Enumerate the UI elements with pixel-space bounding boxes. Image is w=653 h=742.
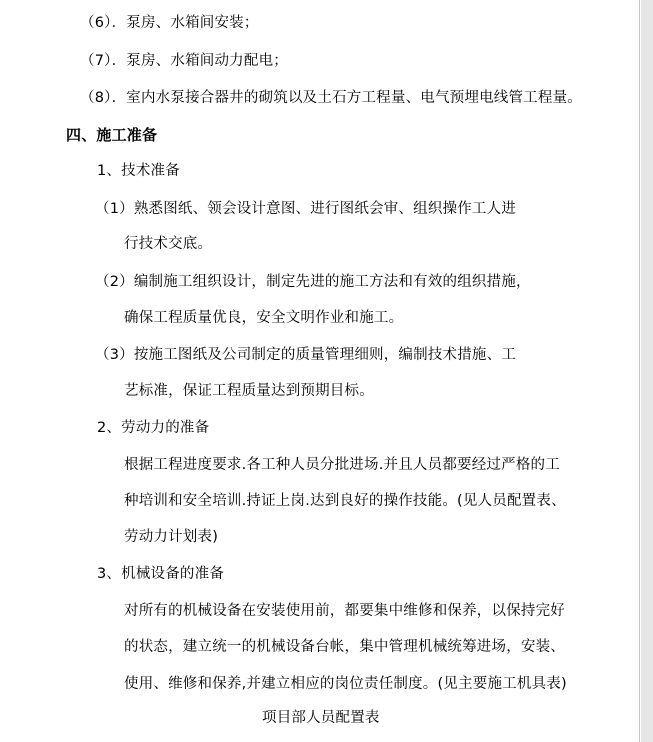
paragraph-line: 确保工程质量优良，安全文明作业和施工。: [124, 310, 404, 326]
list-item-8: （8）．室内水泵接合器井的砌筑以及土石方工程量、电气预埋电线管工程量。: [80, 90, 582, 106]
paragraph-line: 行技术交底。: [124, 236, 213, 252]
subheading-labor-prep: 2、劳动力的准备: [97, 420, 210, 436]
table-caption: 项目部人员配置表: [262, 710, 380, 726]
paragraph-line: 劳动力计划表): [124, 529, 219, 545]
page-edge: [639, 0, 640, 742]
list-item-6: （6）．泵房、水箱间安装；: [80, 15, 259, 31]
subheading-equipment-prep: 3、机械设备的准备: [97, 566, 225, 582]
paragraph-line: 种培训和安全培训.持证上岗.达到良好的操作技能。(见人员配置表、: [124, 493, 566, 509]
paragraph-line: （3）按施工图纸及公司制定的质量管理细则，编制技术措施、工: [95, 347, 517, 363]
paragraph-line: 对所有的机械设备在安装使用前，都要集中维修和保养，以保持完好: [124, 603, 565, 619]
paragraph-line: 的状态，建立统一的机械设备台帐，集中管理机械统筹进场，安装、: [124, 639, 565, 655]
page-shadow: [641, 0, 653, 742]
paragraph-line: 艺标准，保证工程质量达到预期目标。: [124, 383, 374, 399]
section-heading-construction-prep: 四、施工准备: [66, 126, 158, 144]
paragraph-line: 根据工程进度要求.各工种人员分批进场.并且人员都要经过严格的工: [124, 457, 560, 473]
paragraph-line: 使用、维修和保养,并建立相应的岗位责任制度。(见主要施工机具表): [124, 676, 567, 692]
paragraph-line: （2）编制施工组织设计，制定先进的施工方法和有效的组织措施，: [95, 274, 531, 290]
paragraph-line: （1）熟悉图纸、领会设计意图、进行图纸会审、组织操作工人进: [95, 201, 517, 217]
list-item-7: （7）．泵房、水箱间动力配电；: [80, 53, 288, 69]
subheading-technical-prep: 1、技术准备: [97, 163, 180, 179]
